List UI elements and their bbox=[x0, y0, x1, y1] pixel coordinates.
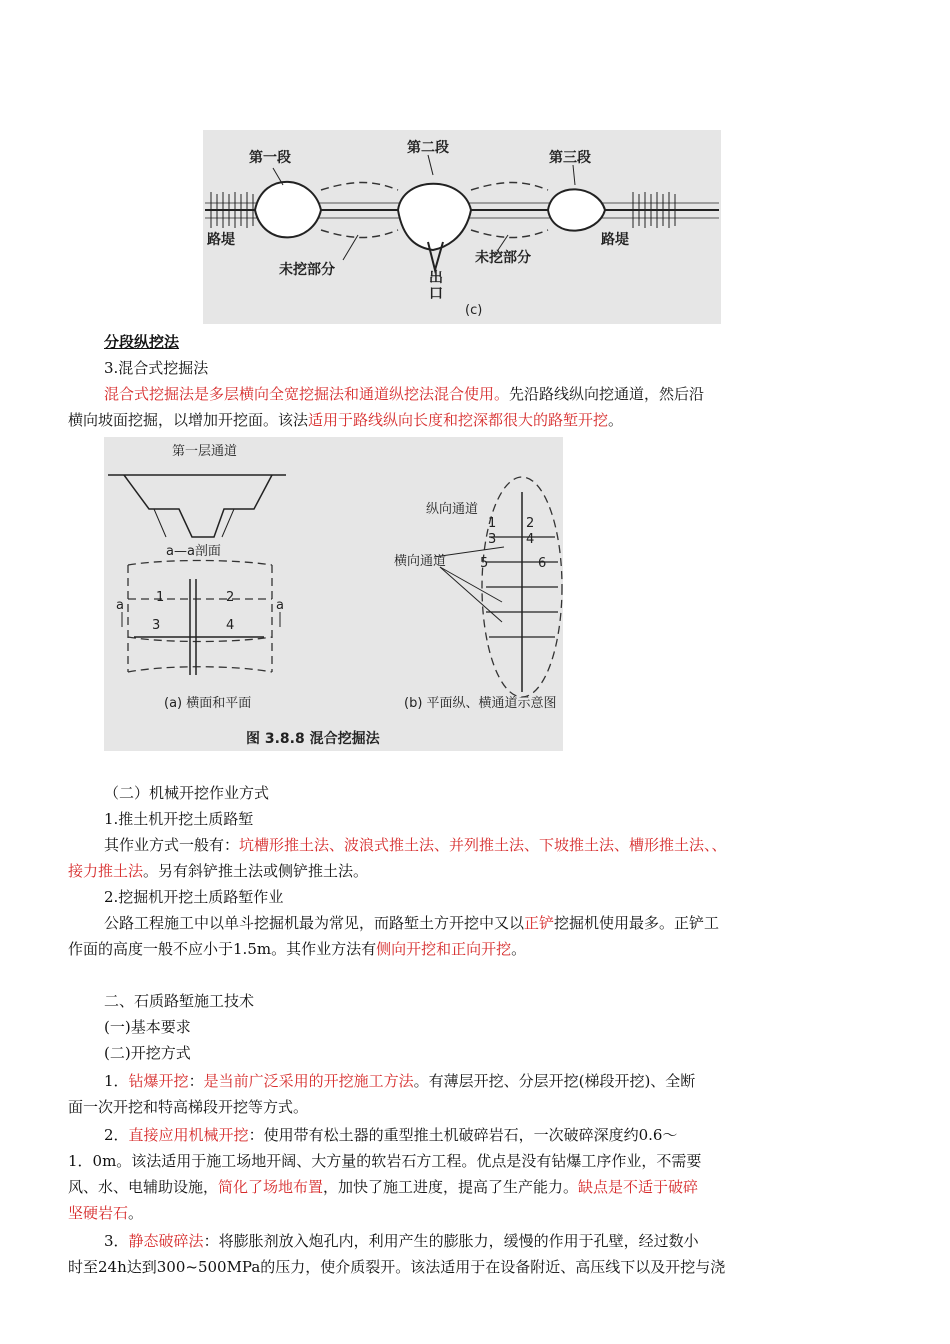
label-num-4: 4 bbox=[226, 618, 235, 633]
paragraph-machine-1 bbox=[104, 1122, 904, 1148]
label-b-num-3: 3 bbox=[488, 532, 497, 547]
label-b-num-4: 4 bbox=[526, 532, 535, 547]
text: 横向坡面挖掘，以增加开挖面。该法 bbox=[68, 411, 309, 429]
section-title-mixed: 3.混合式挖掘法 bbox=[104, 359, 209, 377]
text-red: 混合式挖掘法是多层横向全宽挖掘法和通道纵挖法混合使用。 bbox=[104, 385, 510, 403]
label-exit-1: 出 bbox=[429, 270, 443, 286]
section-title-rock: 二、石质路堑施工技术 bbox=[104, 992, 255, 1010]
segmented-excavation-figure bbox=[203, 130, 721, 324]
label-transverse-channel: 横向通道 bbox=[394, 554, 447, 569]
paragraph-static-2: 时至24h达到300~500MPa的压力，使介质裂开。该法适用于在设备附近、高压线下以及开挖与浇 bbox=[68, 1258, 726, 1276]
text-red: 静态破碎法 bbox=[128, 1232, 204, 1250]
subtitle-basic-requirements: (一)基本要求 bbox=[104, 1018, 191, 1036]
text: 其作业方式一般有： bbox=[104, 836, 240, 854]
text: 挖掘机使用最多。正铲工 bbox=[554, 914, 720, 932]
text: ，加快了施工进度，提高了生产能力。 bbox=[323, 1178, 579, 1196]
label-a-left: a bbox=[116, 598, 124, 613]
segmented-excavation-diagram bbox=[203, 130, 721, 324]
label-a-right: a bbox=[276, 598, 284, 613]
label-segment-2: 第二段 bbox=[407, 140, 449, 156]
label-layer-1-channel: 第一层通道 bbox=[172, 444, 238, 459]
paragraph-machine-2: 1．0m。该法适用于施工场地开阔、大方量的软岩石方工程。优点是没有钻爆工序作业，不需要 bbox=[68, 1152, 702, 1170]
text: ：将膨胀剂放入炮孔内，利用产生的膨胀力，缓慢的作用于孔壁，经过数小 bbox=[203, 1232, 699, 1250]
label-b-num-2: 2 bbox=[526, 516, 535, 531]
text-red: 简化了场地布置 bbox=[218, 1178, 324, 1196]
text-red: 是当前广泛采用的开挖施工方法 bbox=[203, 1072, 414, 1090]
text: 公路工程施工中以单斗挖掘机最为常见，而路堑土方开挖中又以 bbox=[104, 914, 525, 932]
text-red: 直接应用机械开挖 bbox=[128, 1126, 249, 1144]
caption-b: (b) 平面纵、横通道示意图 bbox=[404, 696, 557, 711]
paragraph-machine-3 bbox=[68, 1174, 868, 1200]
text: 。 bbox=[608, 411, 624, 429]
paragraph-excavator-2 bbox=[68, 936, 868, 962]
label-num-1: 1 bbox=[156, 590, 165, 605]
subtitle-excavator: 2.挖掘机开挖土质路堑作业 bbox=[104, 888, 284, 906]
paragraph-bulldozer-2 bbox=[68, 858, 868, 884]
text: 1． bbox=[104, 1072, 129, 1090]
text-red: 侧向开挖和正向开挖 bbox=[376, 940, 512, 958]
text-red: 坑槽形推土法、波浪式推土法、并列推土法、下坡推土法、槽形推土法、、 bbox=[239, 836, 727, 854]
text: 。另有斜铲推土法或侧铲推土法。 bbox=[143, 862, 369, 880]
figure1-caption: (c) bbox=[465, 303, 483, 318]
text-red: 缺点是不适于破碎 bbox=[578, 1178, 699, 1196]
figure2-title: 图 3.8.8 混合挖掘法 bbox=[246, 731, 380, 747]
paragraph-mixed-2 bbox=[68, 407, 868, 433]
label-longitudinal-channel: 纵向通道 bbox=[426, 502, 479, 517]
paragraph-drill-blast-2: 面一次开挖和特高梯段开挖等方式。 bbox=[68, 1098, 309, 1116]
mixed-excavation-figure bbox=[104, 437, 563, 751]
text: ：使用带有松土器的重型推土机破碎岩石，一次破碎深度约0.6～ bbox=[248, 1126, 678, 1144]
paragraph-machine-4 bbox=[68, 1200, 868, 1226]
paragraph-mixed-1 bbox=[104, 381, 904, 407]
label-exit-2: 口 bbox=[429, 286, 443, 302]
paragraph-static-1 bbox=[104, 1228, 904, 1254]
label-embankment-right: 路堤 bbox=[601, 232, 629, 248]
section-title-mechanical: （二）机械开挖作业方式 bbox=[104, 784, 270, 802]
text-red: 钻爆开挖 bbox=[128, 1072, 189, 1090]
text-red: 坚硬岩石 bbox=[68, 1204, 129, 1222]
text-red: 适用于路线纵向长度和挖深都很大的路堑开挖 bbox=[308, 411, 609, 429]
label-num-2: 2 bbox=[226, 590, 235, 605]
label-num-3: 3 bbox=[152, 618, 161, 633]
text-red: 接力推土法 bbox=[68, 862, 144, 880]
caption-a: (a) 横面和平面 bbox=[164, 696, 252, 711]
paragraph-bulldozer-1 bbox=[104, 832, 904, 858]
paragraph-excavator-1 bbox=[104, 910, 904, 936]
subtitle-excavation-methods: (二)开挖方式 bbox=[104, 1044, 191, 1062]
label-section-aa: a—a剖面 bbox=[166, 544, 221, 559]
text: 作面的高度一般不应小于1.5m。其作业方法有 bbox=[68, 940, 377, 958]
text: 。有薄层开挖、分层开挖(梯段开挖)、全断 bbox=[413, 1072, 696, 1090]
label-embankment-left: 路堤 bbox=[207, 232, 235, 248]
text: 风、水、电辅助设施， bbox=[68, 1178, 219, 1196]
label-segment-1: 第一段 bbox=[249, 150, 291, 166]
label-segment-3: 第三段 bbox=[549, 150, 591, 166]
paragraph-drill-blast-1 bbox=[104, 1068, 904, 1094]
text: 2． bbox=[104, 1126, 129, 1144]
text-red: 正铲 bbox=[524, 914, 555, 932]
label-unexcavated-left: 未挖部分 bbox=[279, 262, 335, 278]
section-heading-segmented: 分段纵挖法 bbox=[104, 333, 180, 351]
text: ： bbox=[188, 1072, 204, 1090]
mixed-excavation-diagram bbox=[104, 437, 563, 751]
label-unexcavated-right: 未挖部分 bbox=[475, 250, 531, 266]
text: 。 bbox=[128, 1204, 144, 1222]
text: 。 bbox=[511, 940, 527, 958]
label-b-num-5: 5 bbox=[480, 556, 489, 571]
label-b-num-6: 6 bbox=[538, 556, 547, 571]
label-b-num-1: 1 bbox=[488, 516, 497, 531]
text: 先沿路线纵向挖通道，然后沿 bbox=[509, 385, 705, 403]
text: 3． bbox=[104, 1232, 129, 1250]
subtitle-bulldozer: 1.推土机开挖土质路堑 bbox=[104, 810, 254, 828]
